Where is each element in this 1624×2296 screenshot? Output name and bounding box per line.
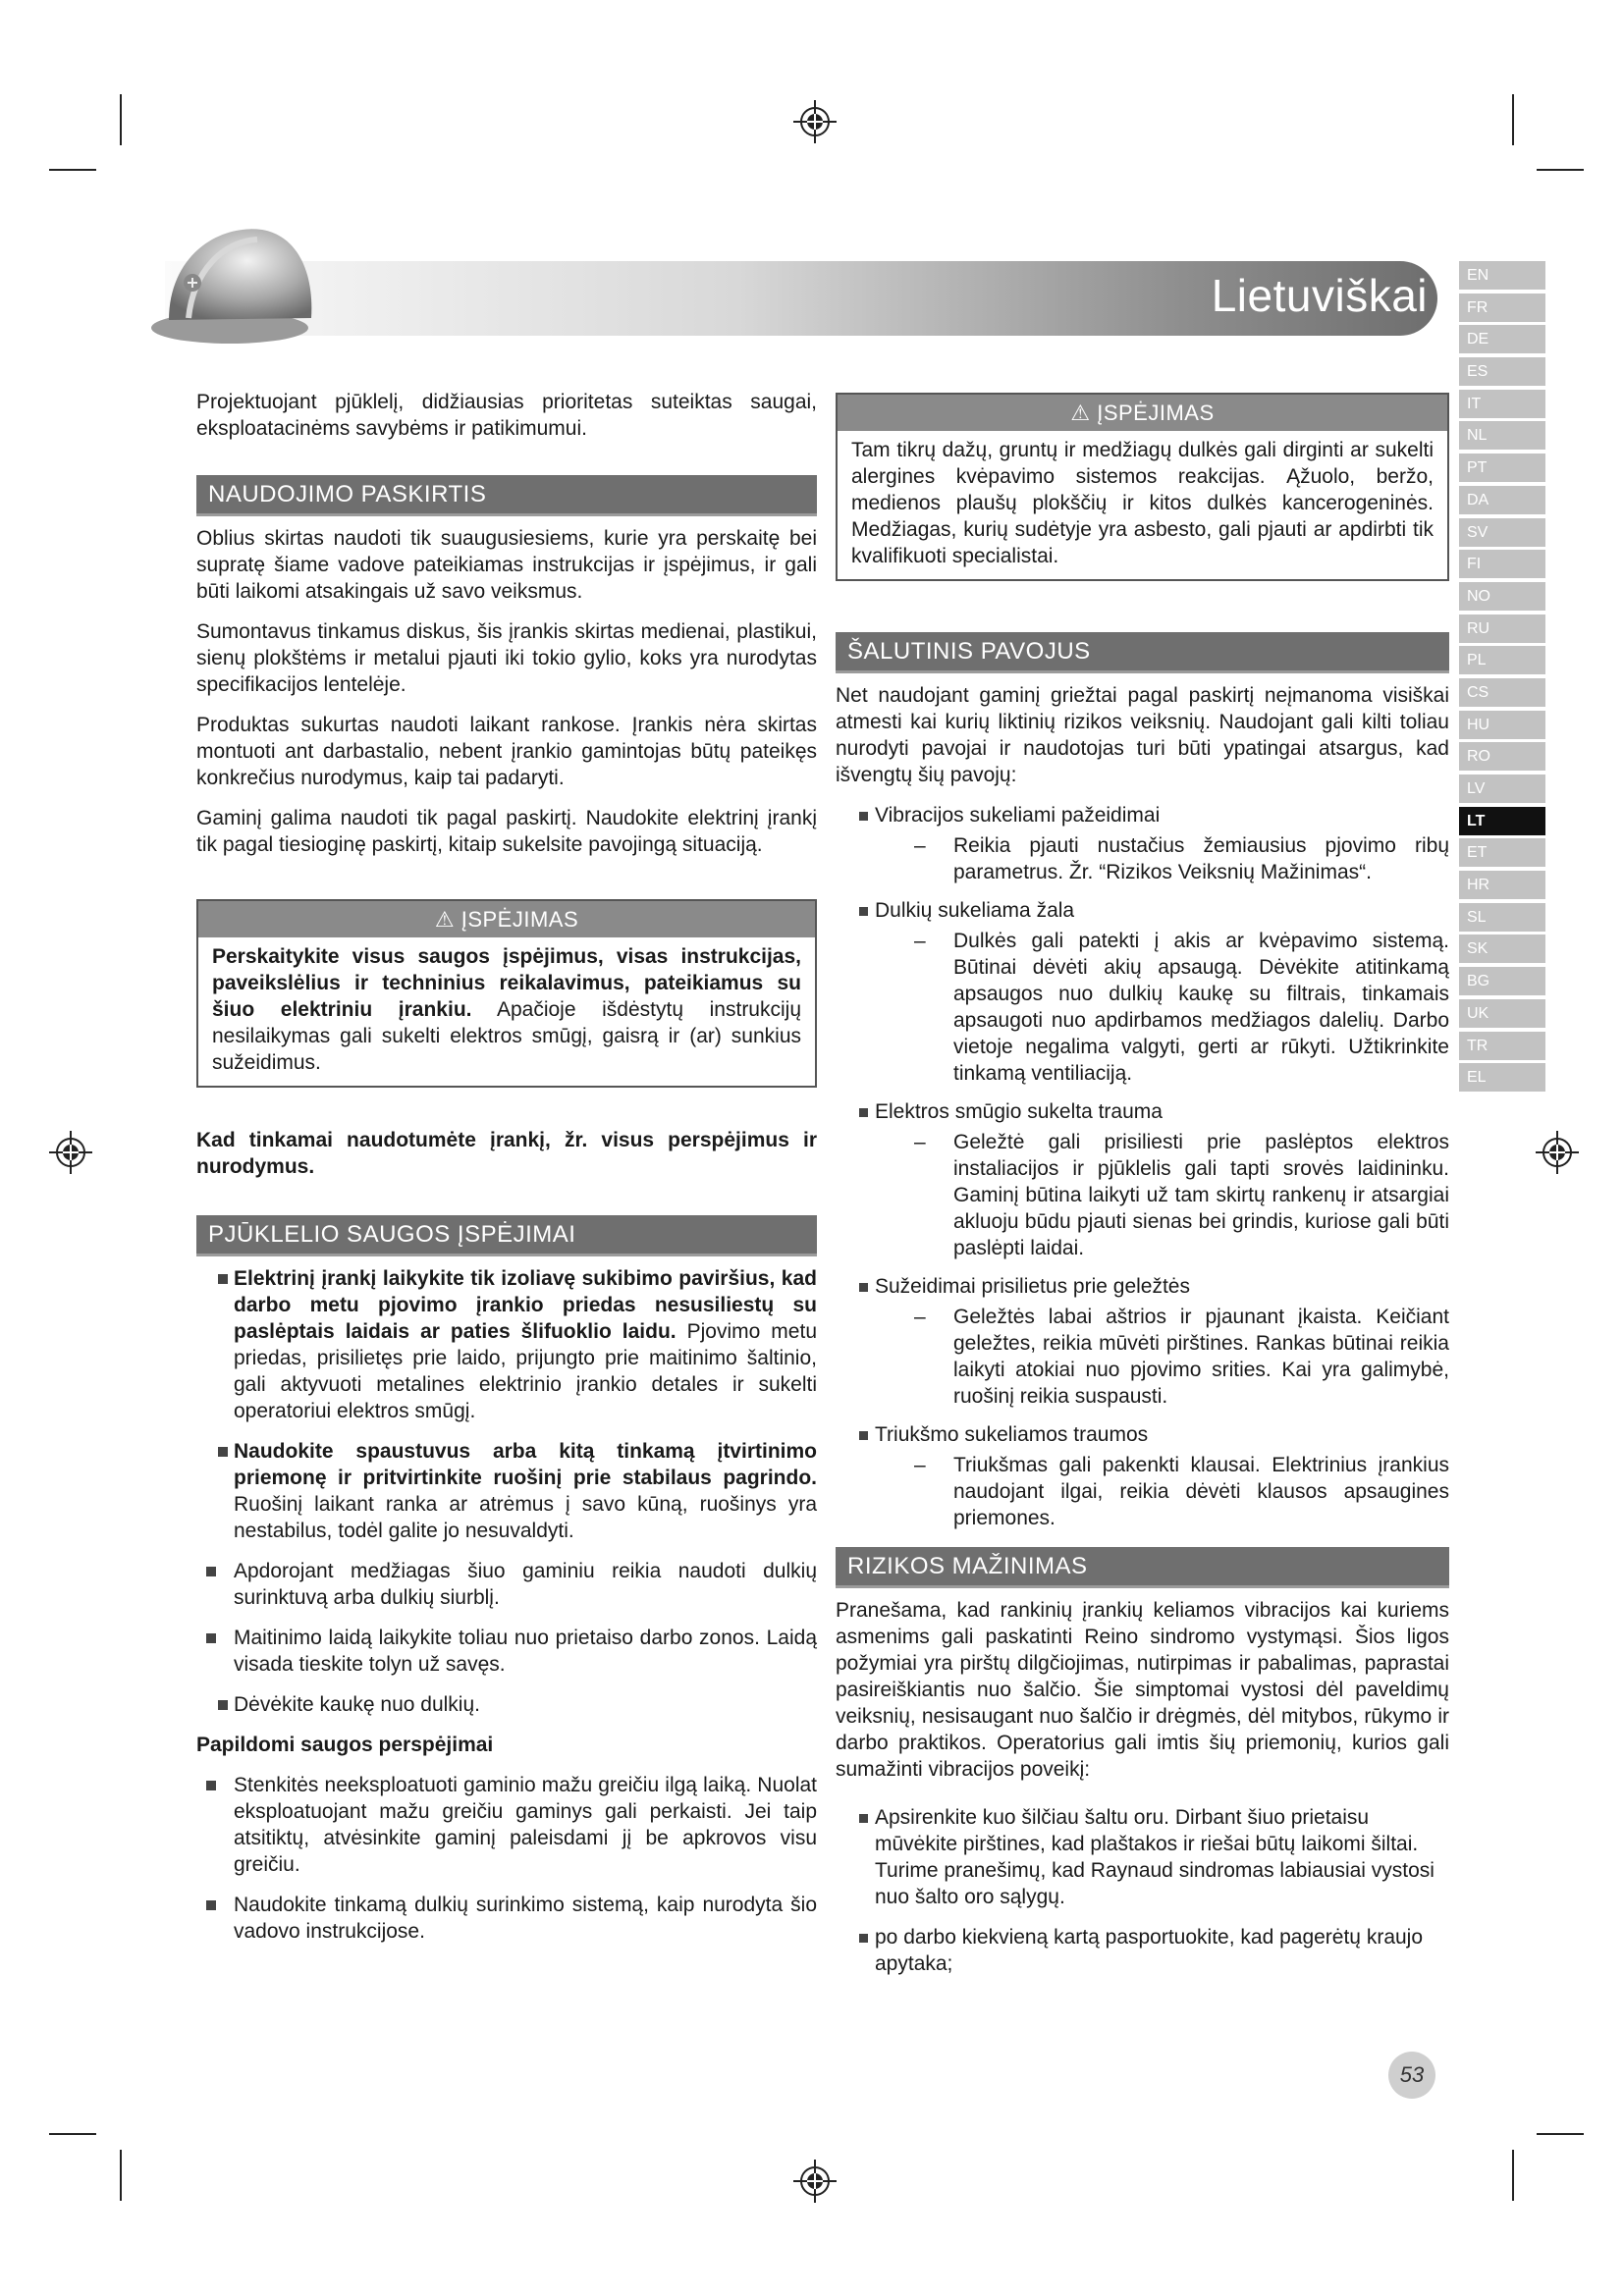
saw-safety-list	[196, 1265, 817, 1544]
list-item: Apsirenkite kuo šilčiau šaltu oru. Dirbant šiuo prietaisu mūvėkite pirštines, kad plaštakos ir riešai būtų laikomi šiltai. Turime pranešimų, kad Raynaud sindromas labiausiai vystosi nuo šalto oro sąlygų.	[836, 1804, 1449, 1910]
warning-header	[198, 901, 815, 937]
helmet-icon	[149, 212, 326, 349]
language-tab-bg[interactable]: BG	[1459, 967, 1545, 995]
residual-risk-list	[836, 802, 1449, 1531]
extra-safety-list	[196, 1772, 817, 1945]
warning-body	[838, 431, 1447, 579]
section-title-risk-reduction: RIZIKOS MAŽINIMAS	[836, 1547, 1449, 1585]
list-item: Dėvėkite kaukę nuo dulkių.	[196, 1691, 817, 1718]
paragraph: Pranešama, kad rankinių įrankių keliamos vibracijos kai kuriems asmenims gali paskatinti Reino sindromo vystymąsi. Šios ligos požymiai yra pirštų dilgčiojimas, nutirpimas ir pabalimas, paprastai pasireiškiantis nuo šalčio. Šie simptomai vystosi dėl paveldimų veiksnių, nesisaugant nuo šalčio ir drėgmės, dėl mitybos, rūkymo ir darbo praktikos. Operatorius gali imtis šių priemonių, kurios gali sumažinti vibracijos poveikį:	[836, 1599, 1449, 1781]
list-item: Dulkių sukeliama žala – Dulkės gali patekti į akis ar kvėpavimo sistemą. Būtinai dėvėti akių apsaugą. Dėvėkite atitinkamą apsaugos nuo dulkių kaukę su filtrais, tinkamais apsaugoti nuo apdirbamos medžiagos dalelių. Darbo vietoje negalima valgyti, gerti ar rūkyti. Užtikrinkite tinkamą ventiliaciją.	[836, 897, 1449, 1087]
language-tab-et[interactable]: ET	[1459, 838, 1545, 867]
paragraph: Produktas sukurtas naudoti laikant rankose. Įrankis nėra skirtas montuoti ant darbastalio, nebent įrankio gamintojas būtų pateikęs konkrečius nurodymus, kaip tai padaryti.	[196, 714, 817, 789]
paragraph: Sumontavus tinkamus diskus, šis įrankis skirtas medienai, plastikui, sienų plokštėms ir metalui pjauti iki tokio gylio, koks yra nurodytas specifikacijos lentelėje.	[196, 620, 817, 696]
language-tab-tr[interactable]: TR	[1459, 1032, 1545, 1060]
crop-mark	[120, 94, 122, 145]
crop-mark	[120, 2150, 122, 2201]
warning-title: ĮSPĖJIMAS	[1097, 400, 1215, 425]
list-item: Sužeidimai prisilietus prie geležtės – Geležtės labai aštrios ir pjaunant įkaista. Keičiant geležtes, reikia mūvėti pirštines. Rankas būtinai reikia laikyti atokiai nuo pjovimo srities. Kai yra galimybė, ruošinį reikia suspausti.	[836, 1273, 1449, 1410]
language-tab-hr[interactable]: HR	[1459, 871, 1545, 899]
subheading-extra-safety: Papildomi saugos perspėjimai	[196, 1734, 494, 1756]
page-title: Lietuviškai	[1211, 270, 1428, 321]
paragraph: Oblius skirtas naudoti tik suaugusiesiems, kurie yra perskaitę bei supratę šiame vadove pateikiamas instrukcijas ir įspėjimus, ir gali būti laikomi atsakingais už savo veiksmus.	[196, 527, 817, 603]
language-tab-no[interactable]: NO	[1459, 582, 1545, 611]
warning-box	[196, 899, 817, 1088]
list-item: Apdorojant medžiagas šiuo gaminiu reikia naudoti dulkių surinktuvą arba dulkių siurblį.	[196, 1558, 817, 1611]
left-column	[196, 389, 817, 1958]
list-item: Vibracijos sukeliami pažeidimai – Reikia pjauti nustačius žemiausius pjovimo ribų parametrus. Žr. “Rizikos Veiksnių Mažinimas“.	[836, 802, 1449, 885]
warning-bold-text: Perskaitykite visus saugos įspėjimus, visas instrukcijas, paveikslėlius ir techninius reikalavimus, pateikiamus su šiuo elektriniu įrankiu.	[212, 945, 801, 1021]
section-title-saw-safety: PJŪKLELIO SAUGOS ĮSPĖJIMAI	[196, 1215, 817, 1254]
crop-mark	[1537, 169, 1584, 171]
warning-icon: ⚠	[1070, 400, 1091, 425]
warning-header	[838, 395, 1447, 431]
list-subitem: – Geležtė gali prisiliesti prie paslėptos elektros instaliacijos ir pjūklelis gali tapti srovės laidininku. Gaminį būtina laikyti už tam skirtų rankenų ir atsargiai akluoju būdu pjauti sienas bei grindis, kuriose gali būti paslėpti laidai.	[875, 1129, 1449, 1261]
list-subitem: – Reikia pjauti nustačius žemiausius pjovimo ribų parametrus. Žr. “Rizikos Veiksnių Mažinimas“.	[875, 832, 1449, 885]
language-tab-lv[interactable]: LV	[1459, 774, 1545, 803]
warning-text: Apačioje išdėstytų instrukcijų nesilaikymas gali sukelti elektros smūgį, gaisrą ir (ar) sunkius sužeidimus.	[212, 998, 801, 1074]
saw-safety-list-2	[196, 1558, 817, 1678]
language-tabs	[1459, 261, 1545, 1095]
language-tab-ro[interactable]: RO	[1459, 742, 1545, 771]
crop-mark	[1512, 94, 1514, 145]
paragraph: Gaminį galima naudoti tik pagal paskirtį. Naudokite elektrinį įrankį tik pagal tiesioginę paskirtį, kitaip sukelsite pavojingą situaciją.	[196, 807, 817, 856]
language-tab-sk[interactable]: SK	[1459, 934, 1545, 963]
crop-mark	[1512, 2150, 1514, 2201]
registration-mark-icon	[1536, 1131, 1579, 1174]
list-item: Maitinimo laidą laikykite toliau nuo prietaiso darbo zonos. Laidą visada tieskite tolyn už savęs.	[196, 1625, 817, 1678]
language-tab-fi[interactable]: FI	[1459, 550, 1545, 578]
list-item: po darbo kiekvieną kartą pasportuokite, kad pagerėtų kraujo apytaka;	[836, 1924, 1449, 1977]
language-tab-cs[interactable]: CS	[1459, 678, 1545, 707]
list-subitem: – Dulkės gali patekti į akis ar kvėpavimo sistemą. Būtinai dėvėti akių apsaugą. Dėvėkite atitinkamą apsaugos nuo dulkių kaukę su filtrais, tinkamais apsaugoti nuo apdirbamos medžiagos dalelių. Darbo vietoje negalima valgyti, gerti ar rūkyti. Užtikrinkite tinkamą ventiliaciją.	[875, 928, 1449, 1087]
warning-icon: ⚠	[434, 907, 456, 932]
language-tab-sl[interactable]: SL	[1459, 903, 1545, 932]
language-tab-nl[interactable]: NL	[1459, 421, 1545, 450]
section-title-usage: NAUDOJIMO PASKIRTIS	[196, 475, 817, 513]
language-tab-it[interactable]: IT	[1459, 390, 1545, 418]
risk-reduction-list	[836, 1804, 1449, 1977]
list-item: Naudokite spaustuvus arba kitą tinkamą įtvirtinimo priemonę ir pritvirtinkite ruošinį prie stabilaus pagrindo. Ruošinį laikant ranka ar atrėmus į savo kūną, ruošinys yra nestabilus, todėl galite jo nesuvaldyti.	[196, 1438, 817, 1544]
warning-body	[198, 937, 815, 1086]
warning-box	[836, 393, 1449, 581]
section-title-residual-risk: ŠALUTINIS PAVOJUS	[836, 632, 1449, 670]
warning-text: Tam tikrų dažų, gruntų ir medžiagų dulkės gali dirginti ar sukelti alergines kvėpavimo sistemos reakcijas. Ąžuolo, beržo, medienos plaušų plokščių ir kitos dulkės kancerogeninės. Medžiagas, kurių sudėtyje yra asbesto, gali pjauti ar apdirbti tik kvalifikuoti specialistai.	[851, 439, 1434, 567]
list-subitem: – Triukšmas gali pakenkti klausai. Elektrinius įrankius naudojant ilgai, reikia dėvėti klausos apsaugines priemones.	[875, 1452, 1449, 1531]
right-column	[836, 393, 1449, 1985]
language-tab-fr[interactable]: FR	[1459, 294, 1545, 322]
warning-title: ĮSPĖJIMAS	[460, 907, 579, 932]
list-item: Stenkitės neeksploatuoti gaminio mažu greičiu ilgą laiką. Nuolat eksploatuojant mažu greičiu gaminys gali perkaisti. Jei taip atsitiktų, atvėsinkite gaminį paleisdami jį be apkrovos visu greičiu.	[196, 1772, 817, 1878]
intro-paragraph: Projektuojant pjūklelį, didžiausias prioritetas suteiktas saugai, eksploatacinėms savybėms ir patikimumui.	[196, 391, 817, 440]
registration-mark-icon	[793, 2160, 837, 2203]
paragraph: Net naudojant gaminį griežtai pagal paskirtį neįmanoma visiškai atmesti kai kurių liktinių rizikos veiksnių. Naudojant gali kilti toliau nurodyti pavojai ir naudotojas turi būti ypatingai atsargus, kad išvengtų šių pavojų:	[836, 684, 1449, 786]
registration-mark-icon	[793, 100, 837, 143]
page-number: 53	[1388, 2052, 1435, 2099]
language-tab-uk[interactable]: UK	[1459, 999, 1545, 1028]
language-tab-hu[interactable]: HU	[1459, 711, 1545, 739]
list-item: Naudokite tinkamą dulkių surinkimo sistemą, kaip nurodyta šio vadovo instrukcijose.	[196, 1892, 817, 1945]
language-tab-sv[interactable]: SV	[1459, 518, 1545, 547]
list-item: Triukšmo sukeliamos traumos – Triukšmas gali pakenkti klausai. Elektrinius įrankius naudojant ilgai, reikia dėvėti klausos apsaugines priemones.	[836, 1421, 1449, 1531]
list-subitem: – Geležtės labai aštrios ir pjaunant įkaista. Keičiant geležtes, reikia mūvėti pirštines. Rankas būtinai reikia laikyti atokiai nuo pjovimo srities. Kai yra galimybė, ruošinį reikia suspausti.	[875, 1304, 1449, 1410]
list-item: Elektrinį įrankį laikykite tik izoliavę sukibimo paviršius, kad darbo metu pjovimo įrankio priedas nesusiliestų su paslėptais laidais ar paties šlifuoklio laidu. Pjovimo metu priedas, prisilietęs prie laido, prijungto prie maitinimo šaltinio, gali aktyvuoti metalines elektrinio įrankio detales ir sukelti operatoriui elektros smūgį.	[196, 1265, 817, 1424]
crop-mark	[1537, 2133, 1584, 2135]
language-tab-es[interactable]: ES	[1459, 357, 1545, 386]
crop-mark	[49, 2133, 96, 2135]
proper-use-note: Kad tinkamai naudotumėte įrankį, žr. visus perspėjimus ir nurodymus.	[196, 1129, 817, 1178]
list-item: Elektros smūgio sukelta trauma – Geležtė gali prisiliesti prie paslėptos elektros instaliacijos ir pjūklelis gali tapti srovės laidininku. Gaminį būtina laikyti už tam skirtų rankenų ir atsargiai akluoju būdu pjauti sienas bei grindis, kuriose gali būti paslėpti laidai.	[836, 1098, 1449, 1261]
language-tab-de[interactable]: DE	[1459, 325, 1545, 353]
language-tab-en[interactable]: EN	[1459, 261, 1545, 290]
language-tab-pl[interactable]: PL	[1459, 646, 1545, 674]
language-tab-lt[interactable]: LT	[1459, 807, 1545, 835]
saw-safety-list-3	[196, 1691, 817, 1718]
language-tab-pt[interactable]: PT	[1459, 454, 1545, 482]
registration-mark-icon	[49, 1131, 92, 1174]
language-tab-ru[interactable]: RU	[1459, 614, 1545, 643]
language-tab-da[interactable]: DA	[1459, 486, 1545, 514]
language-tab-el[interactable]: EL	[1459, 1063, 1545, 1092]
crop-mark	[49, 169, 96, 171]
